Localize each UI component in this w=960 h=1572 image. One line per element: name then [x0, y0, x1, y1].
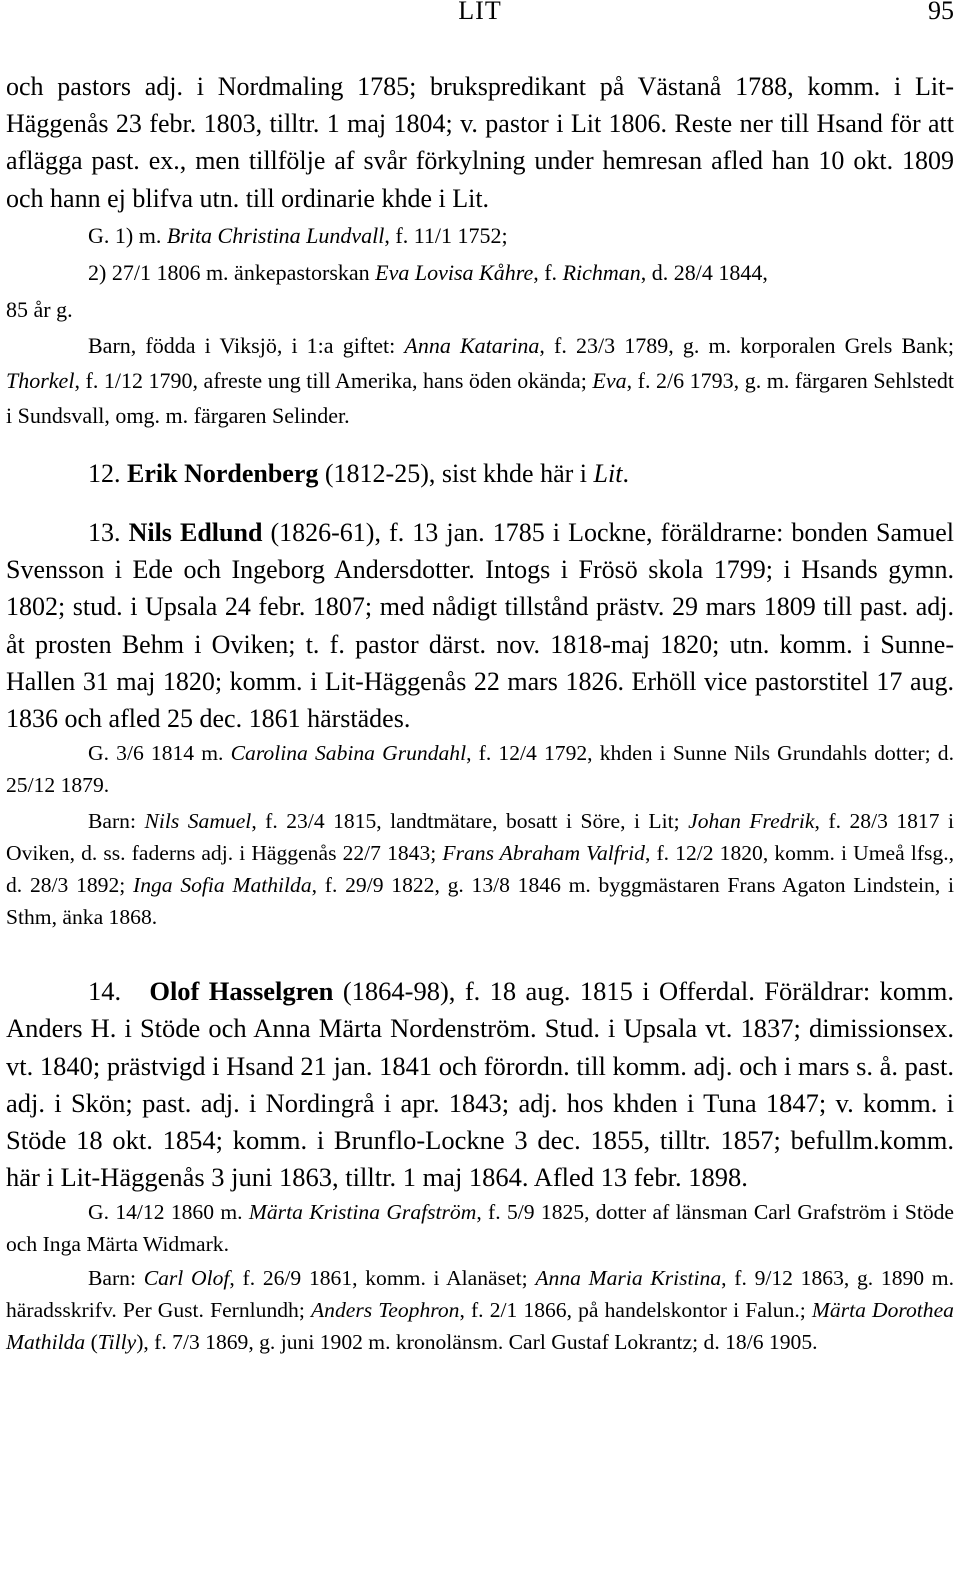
child-name: Carl Olof: [143, 1266, 230, 1291]
spouse-name: Märta Kristina Grafström: [248, 1200, 477, 1225]
child-name: Märta Dorothea Mathilda: [6, 1298, 954, 1355]
text-run: ), f. 7/3 1869, g. juni 1902 m. kronolänsm. Carl Gustaf Lokrantz; d. 18/6 1905.: [136, 1330, 818, 1355]
entry-14: [6, 973, 954, 1196]
text-run: Barn:: [88, 809, 145, 834]
text-run: , f. 26/9 1861, komm. i Alanäset;: [229, 1266, 536, 1291]
text-run: G. 3/6 1814 m.: [88, 741, 231, 766]
child-name: Anna Maria Kristina: [535, 1266, 722, 1291]
document-page: [6, 0, 954, 1358]
text-run: 85 år g.: [6, 296, 73, 322]
text-run: , f. 29/9 1822, g. 13/8 1846 m. byggmästaren Frans Agaton Lindstein, i Sthm, änka 1868.: [6, 873, 954, 930]
spouse-name: Eva Lovisa Kåhre: [375, 259, 534, 285]
entry-14-children: [6, 1262, 954, 1358]
entry-13-marriage: [6, 737, 954, 801]
child-name: Johan Fredrik: [688, 809, 815, 834]
entry-number: 14.: [88, 976, 122, 1007]
text-run: , f. 5/9 1825, dotter af länsman Carl Grafström i Stöde och Inga Märta Widmark.: [6, 1200, 955, 1257]
entry-12: [6, 455, 954, 492]
entry-14-marriage: [6, 1196, 954, 1260]
text-run: Barn, födda i Viksjö, i 1:a giftet:: [88, 332, 405, 358]
entry-13-children: [6, 805, 954, 933]
parish-name: Lit: [593, 458, 623, 488]
marriage-paragraph: [6, 217, 954, 291]
text-run: G. 14/12 1860 m.: [88, 1200, 249, 1225]
spouse-name: Carolina Sabina Grundahl: [230, 741, 467, 766]
pastor-name: Olof Hasselgren: [149, 976, 334, 1007]
child-name: Anna Katarina: [404, 332, 540, 358]
paragraph-career-continued: [6, 68, 954, 217]
entry-13: [6, 514, 954, 737]
text-run: .: [622, 458, 629, 488]
header-title: LIT: [458, 0, 502, 25]
entry-number: 12.: [88, 458, 121, 488]
marriage-line-2: [88, 254, 768, 291]
child-name: Nils Samuel: [144, 809, 252, 834]
text-run: , f. 11/1 1752;: [384, 222, 508, 248]
paragraph-text: och pastors adj. i Nordmaling 1785; brukspredikant på Västanå 1788, komm. i Lit-Häggenås 23 febr. 1803, tilltr. 1 maj 1804; v. pastor i Lit 1806. Reste ner till Hsand för att aflägga past. ex., men tillfölje af svår förkylning under hemresan afled han 10 okt. 1809 och hann ej blifva utn. till ordinarie khde i Lit.: [6, 72, 954, 213]
child-name: Inga Sofia Mathilda: [133, 873, 312, 898]
page-number: 95: [928, 0, 954, 25]
text-run: , f. 12/4 1792, khden i Sunne Nils Grundahls dotter; d. 25/12 1879.: [6, 741, 954, 798]
text-run: , f. 2/1 1866, på handelskontor i Falun.;: [459, 1298, 812, 1323]
child-name: Frans Abraham Valfrid: [442, 841, 645, 866]
text-run: G. 1) m.: [88, 222, 167, 248]
child-name: Eva: [592, 367, 627, 393]
text-run: (1812-25), sist khde här i: [318, 458, 594, 488]
pastor-name: Erik Nordenberg: [127, 458, 319, 488]
text-run: 2) 27/1 1806 m. änkepastorskan: [88, 259, 376, 285]
text-run: , f. 23/3 1789, g. m. korporalen Grels Bank;: [539, 332, 954, 358]
children-paragraph: [6, 328, 954, 433]
text-run: Barn:: [88, 1266, 144, 1291]
child-name: Thorkel: [6, 367, 75, 393]
text-run: , f.: [533, 259, 563, 285]
running-header: [6, 0, 954, 40]
text-run: , f. 23/4 1815, landtmätare, bosatt i Söre, i Lit;: [251, 809, 689, 834]
entry-number: 13.: [88, 518, 121, 548]
spouse-maiden-name: Richman: [562, 259, 641, 285]
text-run: , f. 2/6 1793, g. m. färgaren Sehlstedt i Sundsvall, omg. m. färgaren Selinder.: [6, 367, 954, 428]
text-run: , f. 1/12 1790, afreste ung till Amerika, hans öden okända;: [74, 367, 593, 393]
spouse-name: Brita Christina Lundvall: [166, 222, 385, 248]
marriage-paragraph-end: [6, 291, 954, 328]
pastor-name: Nils Edlund: [128, 518, 263, 548]
text-run: , f. 9/12 1863, g. 1890 m. häradsskrifv. Per Gust. Fernlundh;: [6, 1266, 954, 1323]
text-run: , d. 28/4 1844,: [640, 259, 768, 285]
text-run: , f. 28/3 1817 i Oviken, d. ss. faderns adj. i Häggenås 22/7 1843;: [6, 809, 954, 866]
text-run: , f. 12/2 1820, komm. i Umeå lfsg., d. 28/3 1892;: [6, 841, 955, 898]
text-run: (1826-61), f. 13 jan. 1785 i Lockne, föräldrarne: bonden Samuel Svensson i Ede och Ingeborg Andersdotter. Intogs i Frösö skola 1799; i Hsands gymn. 1802; stud. i Upsala 24 febr. 1807; med nådigt tillstånd prästv. 29 mars 1809 till past. adj. åt prosten Behm i Oviken; t. f. pastor därst. nov. 1818-maj 1820; utn. komm. i Sunne-Hallen 31 maj 1820; komm. i Lit-Häggenås 22 mars 1826. Erhöll vice pastorstitel 17 aug. 1836 och afled 25 dec. 1861 härstädes.: [6, 518, 954, 734]
child-nickname: Tilly: [97, 1330, 137, 1355]
child-name: Anders Teophron: [310, 1298, 460, 1323]
text-run: (: [85, 1330, 98, 1355]
text-run: (1864-98), f. 18 aug. 1815 i Offerdal. Föräldrar: komm. Anders H. i Stöde och Anna Märta Nordenström. Stud. i Upsala vt. 1837; dimissionsex. vt. 1840; prästvigd i Hsand 21 jan. 1841 och förordn. till komm. adj. och i mars s. å. past. adj. i Skön; past. adj. i Nordingrå i apr. 1843; adj. hos khden i Tuna 1847; v. komm. i Stöde 18 okt. 1854; komm. i Brunflo-Lockne 3 dec. 1855, tilltr. 1857; befullm.komm. här i Lit-Häggenås 3 juni 1863, tilltr. 1 maj 1864. Afled 13 febr. 1898.: [6, 976, 954, 1193]
